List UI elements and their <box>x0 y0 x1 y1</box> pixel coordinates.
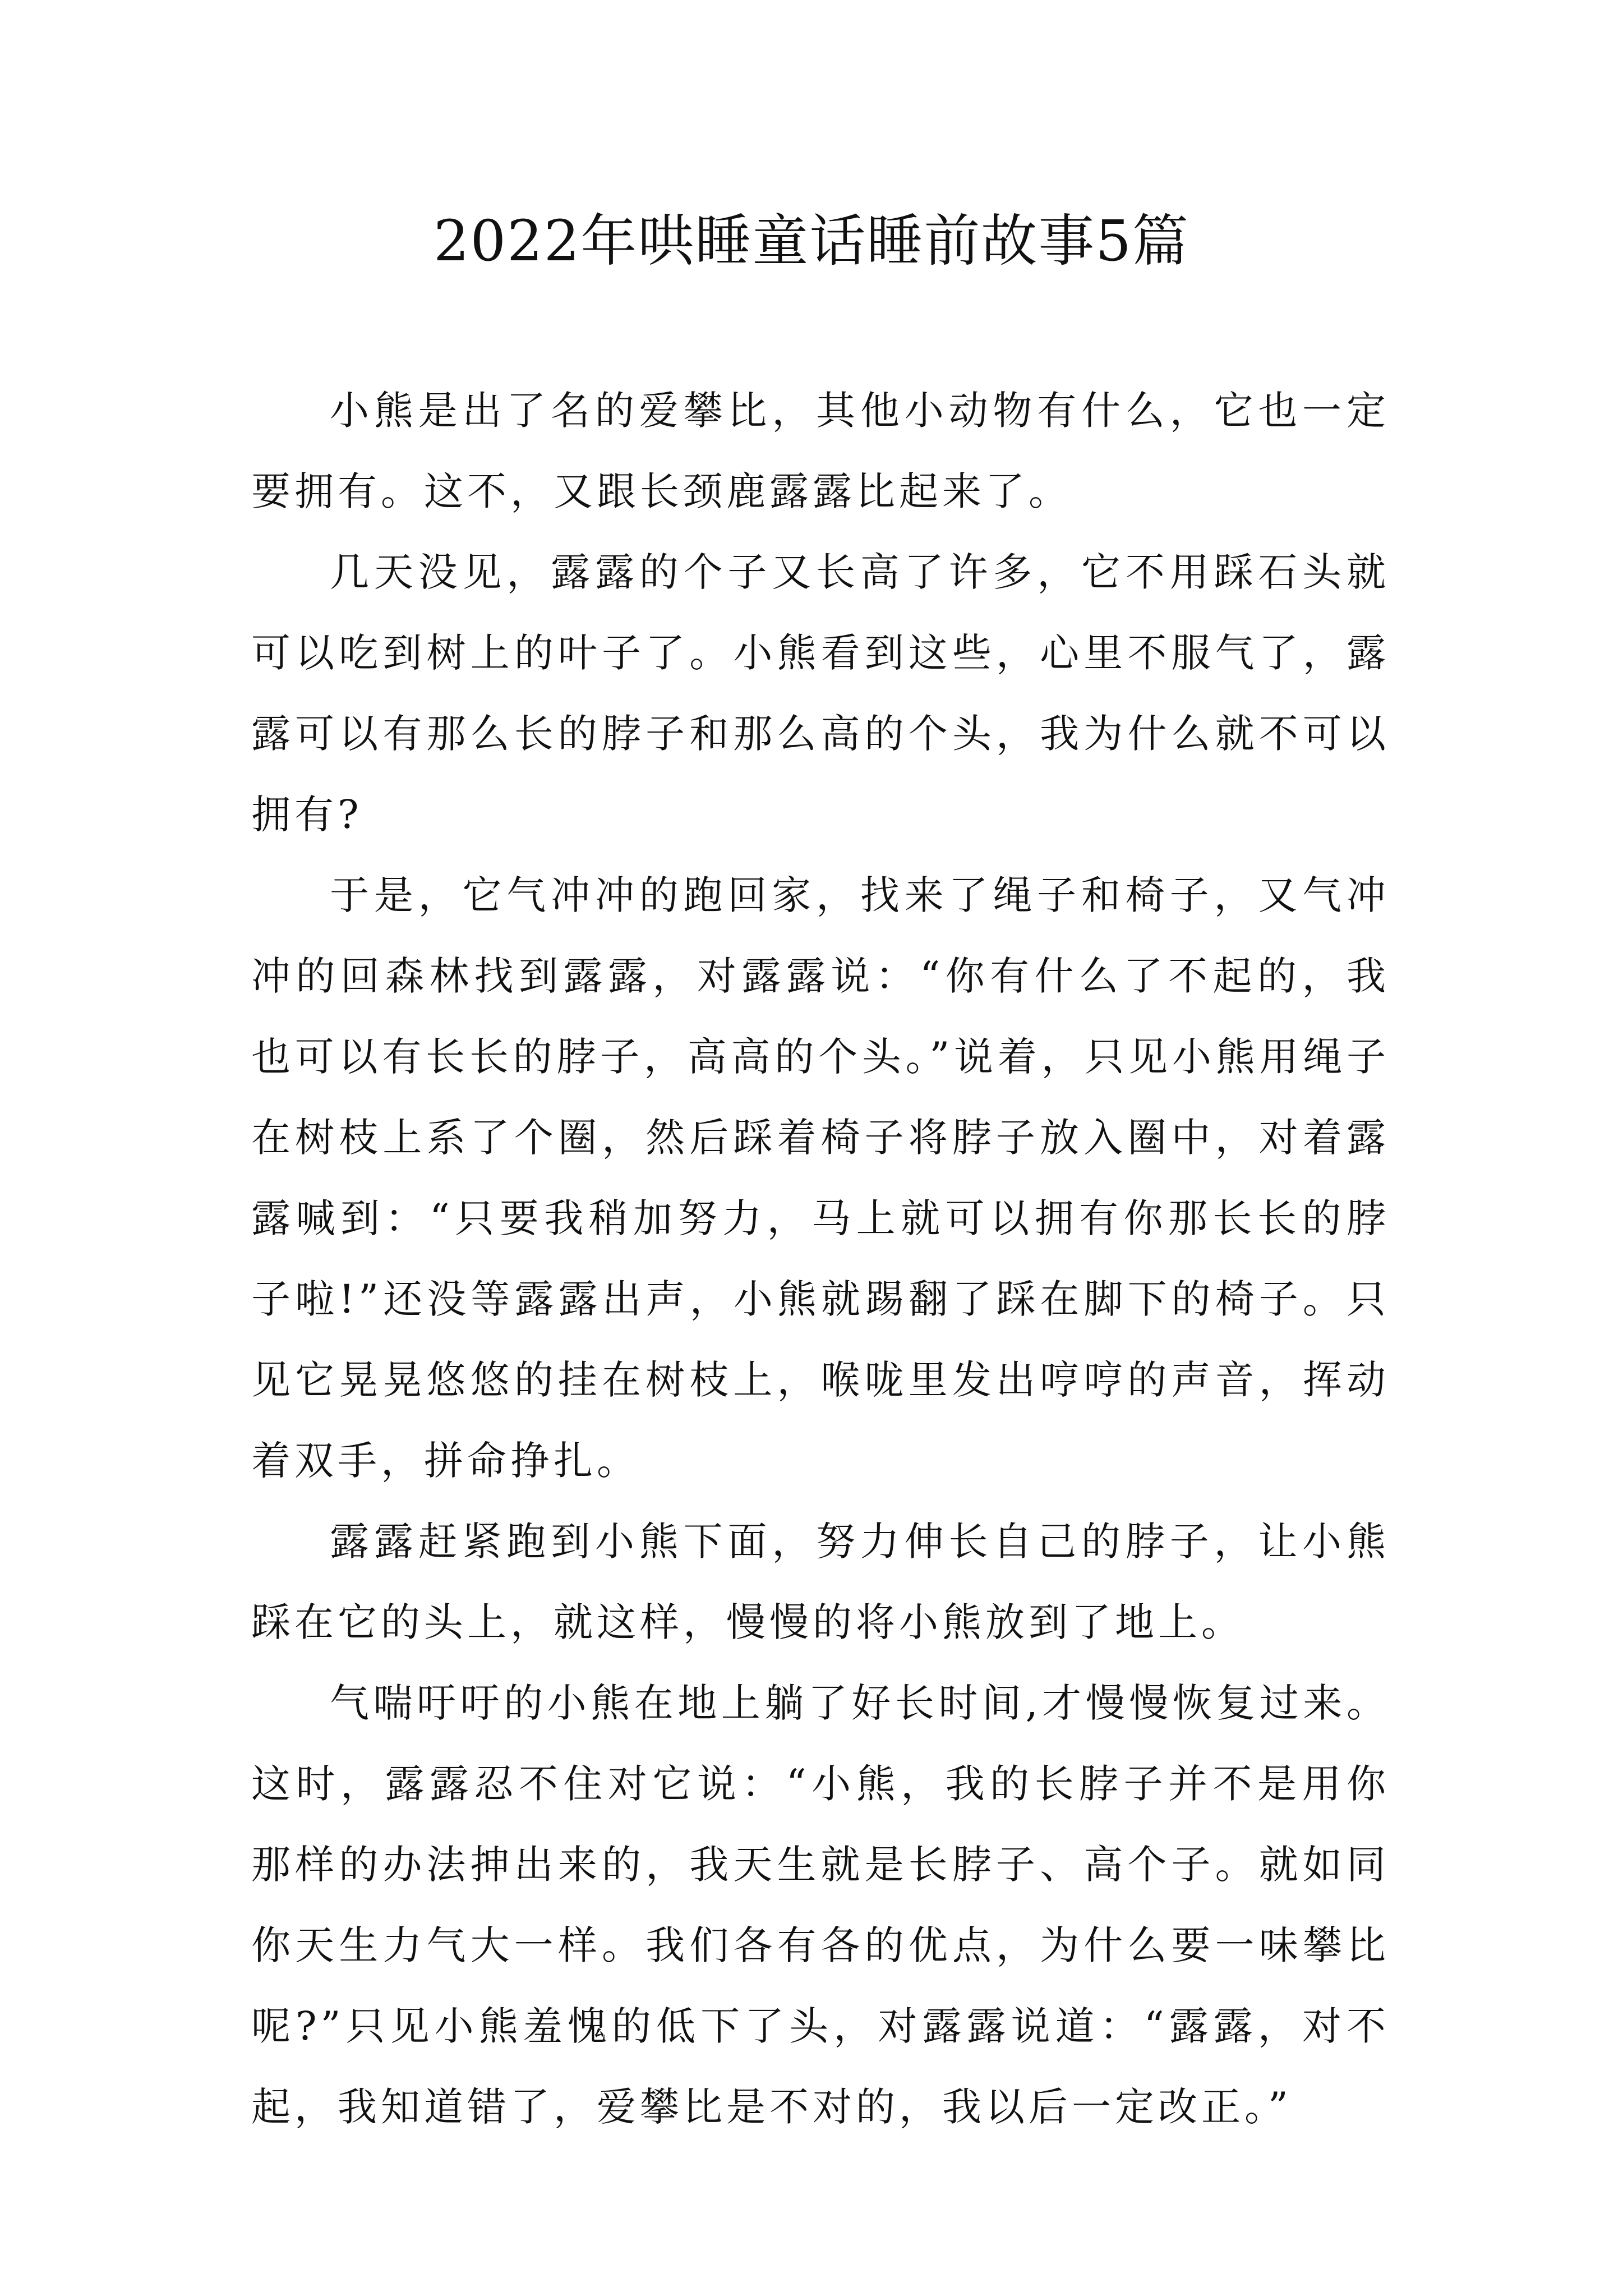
paragraph-4: 露露赶紧跑到小熊下面，努力伸长自己的脖子，让小熊踩在它的头上，就这样，慢慢的将小熊放到了地上。 <box>251 1519 1390 1645</box>
document-title: 2022年哄睡童话睡前故事5篇 <box>433 208 1190 274</box>
paragraph-5: 气喘吁吁的小熊在地上躺了好长时间,才慢慢恢复过来。这时，露露忍不住对它说：“小熊，我的长脖子并不是用你那样的办法抻出来的，我天生就是长脖子、高个子。就如同你天生力气大一样。我们各有各的优点，为什么要一味攀比呢?”只见小熊羞愧的低下了头，对露露说道：“露露，对不起，我知道错了，爱攀比是不对的，我以后一定改正。” <box>251 1680 1390 2130</box>
paragraph-1: 小熊是出了名的爱攀比，其他小动物有什么，它也一定要拥有。这不，又跟长颈鹿露露比起来了。 <box>251 388 1390 514</box>
document-body <box>251 370 1390 2147</box>
paragraph-3: 于是，它气冲冲的跑回家，找来了绳子和椅子，又气冲冲的回森林找到露露，对露露说：“你有什么了不起的，我也可以有长长的脖子，高高的个头。”说着，只见小熊用绳子在树枝上系了个圈，然后踩着椅子将脖子放入圈中，对着露露喊到：“只要我稍加努力，马上就可以拥有你那长长的脖子啦!”还没等露露出声，小熊就踢翻了踩在脚下的椅子。只见它晃晃悠悠的挂在树枝上，喉咙里发出哼哼的声音，挥动着双手，拼命挣扎。 <box>251 872 1390 1484</box>
paragraph-2: 几天没见，露露的个子又长高了许多，它不用踩石头就可以吃到树上的叶子了。小熊看到这些，心里不服气了，露露可以有那么长的脖子和那么高的个头，我为什么就不可以拥有? <box>251 549 1390 838</box>
